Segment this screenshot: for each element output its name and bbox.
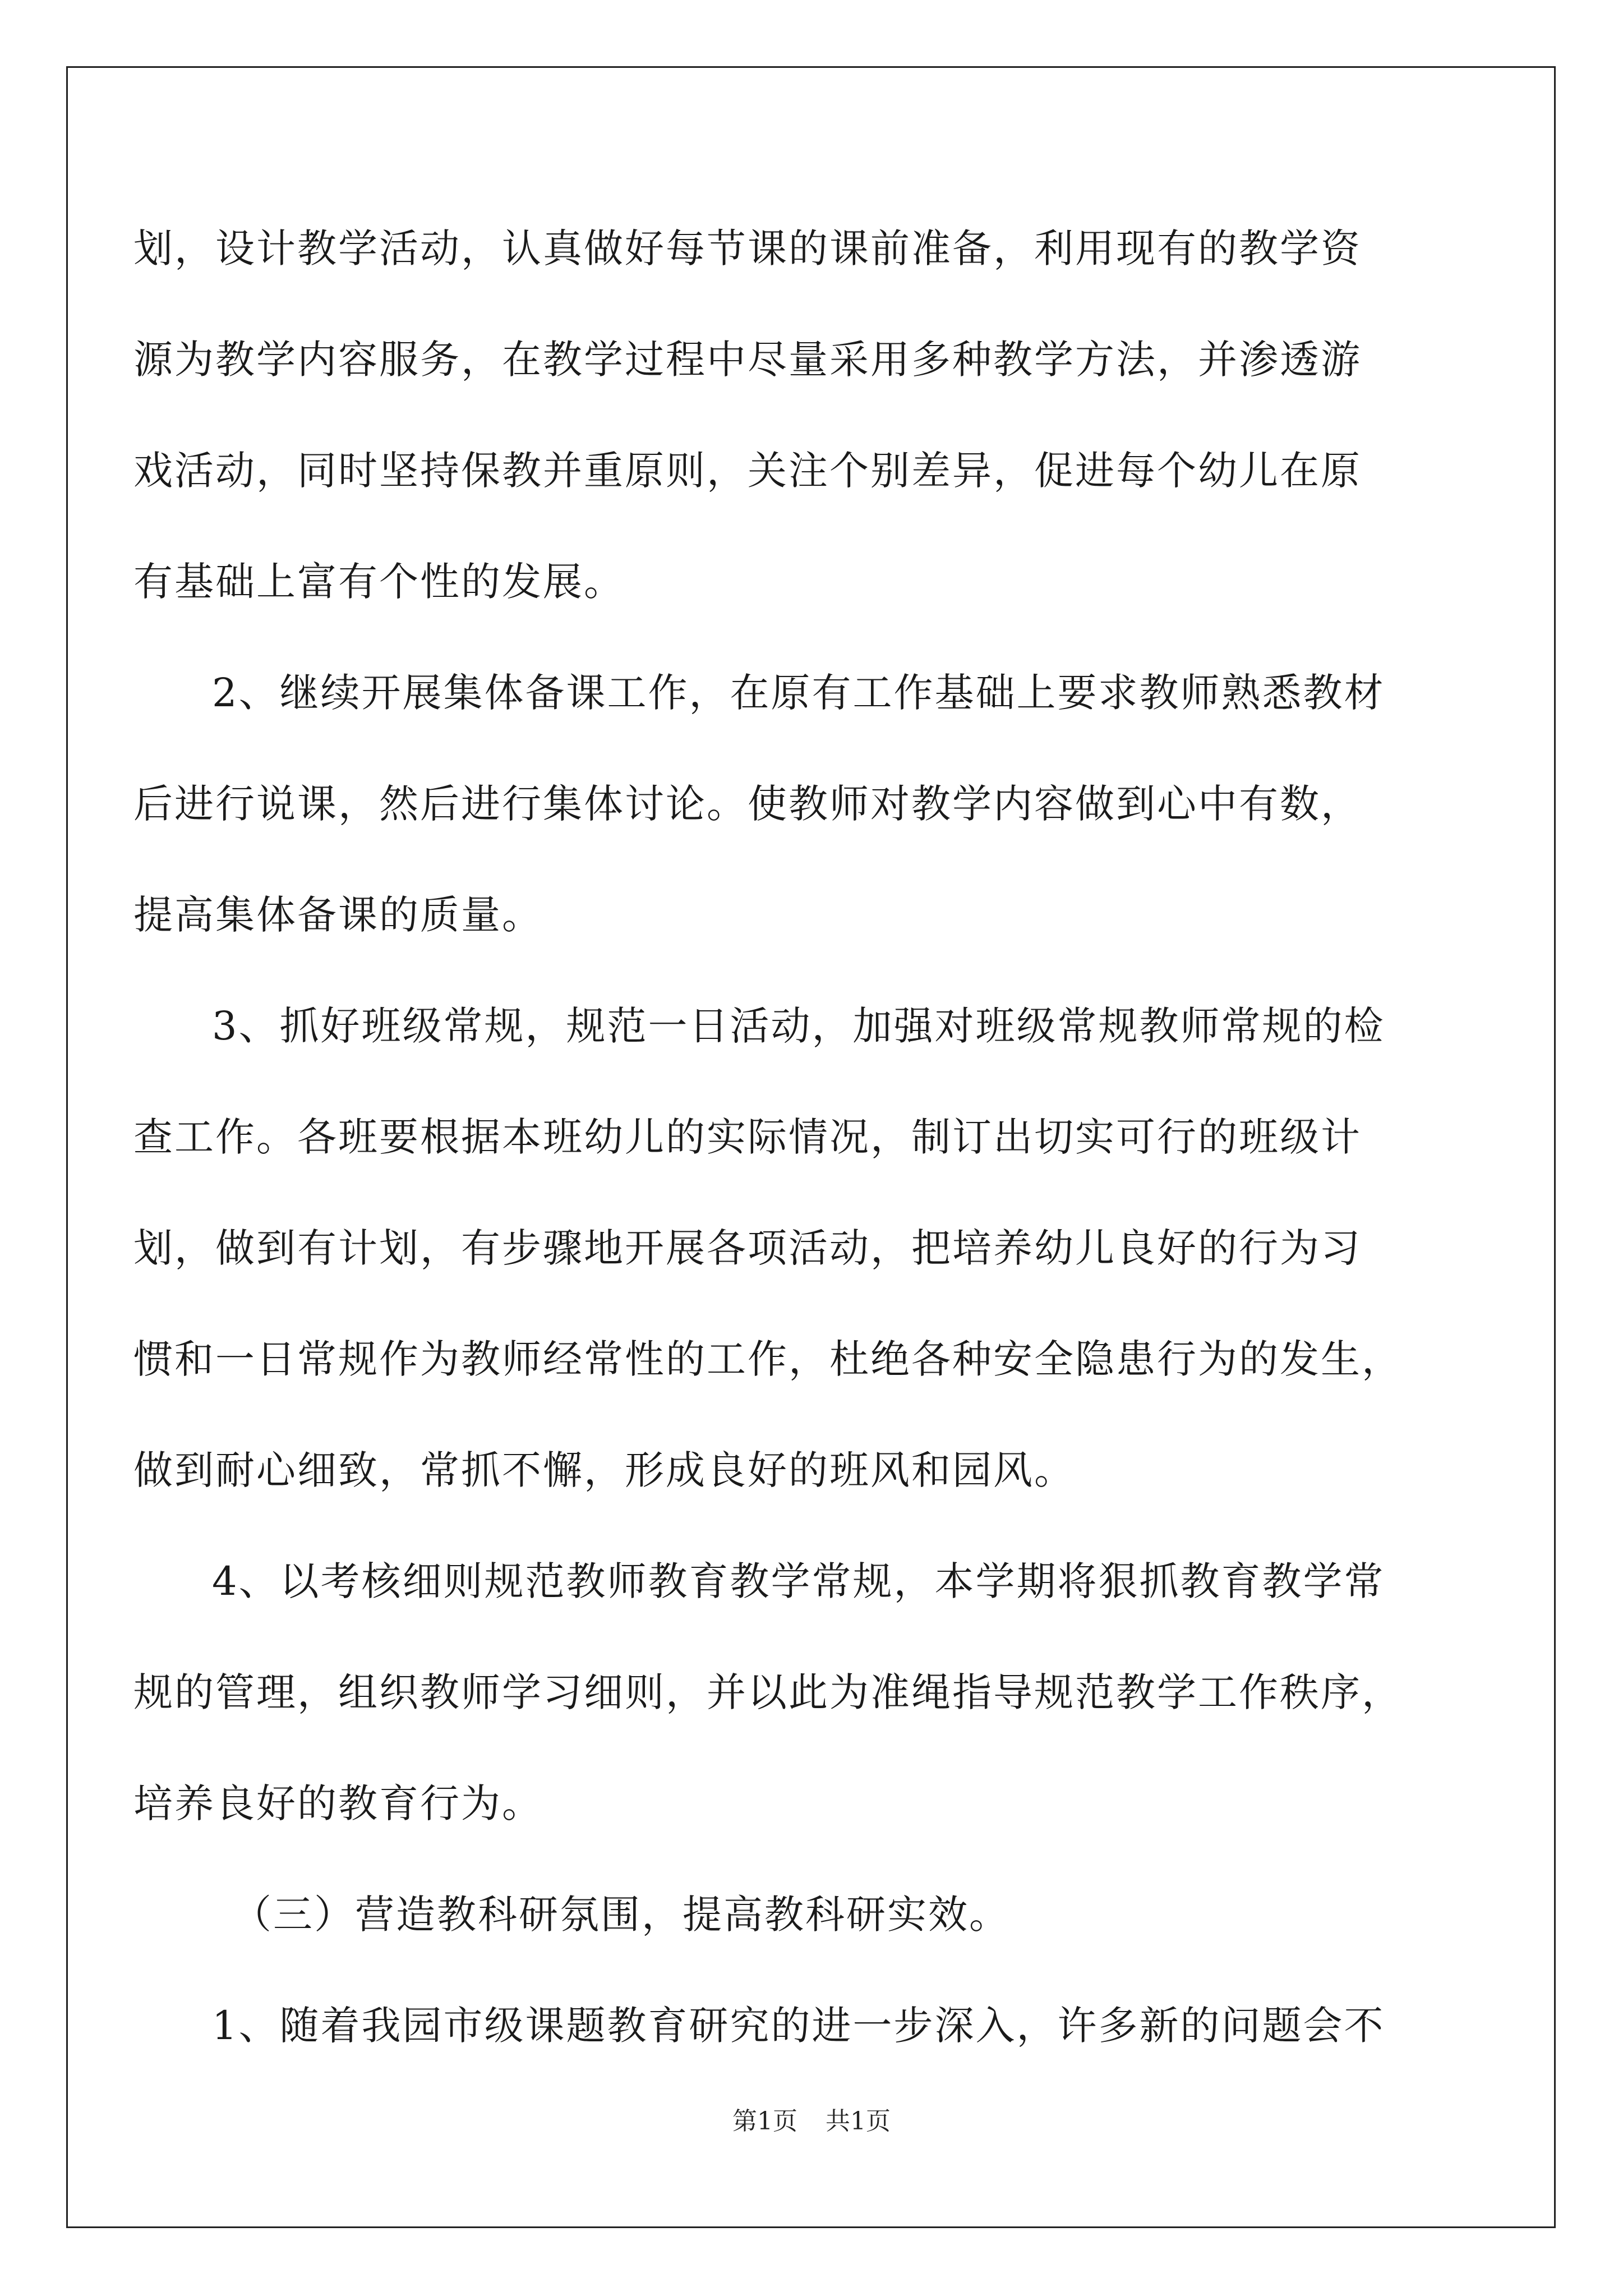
- text-line: 提高集体备课的质量。: [133, 892, 543, 938]
- text-line: 查工作。各班要根据本班幼儿的实际情况，制订出切实可行的班级计: [133, 1114, 1362, 1160]
- paragraph-first-line: 1、随着我园市级课题教育研究的进一步深入，许多新的问题会不: [212, 2003, 1385, 2049]
- paragraph-first-line: 2、继续开展集体备课工作，在原有工作基础上要求教师熟悉教材: [212, 670, 1385, 716]
- text-line: 做到耐心细致，常抓不懈，形成良好的班风和园风。: [133, 1447, 1075, 1493]
- section-heading: （三）营造教科研氛围，提高教科研实效。: [232, 1892, 1010, 1938]
- text-line: 惯和一日常规作为教师经常性的工作，杜绝各种安全隐患行为的发生，: [133, 1336, 1403, 1382]
- text-line: 划，做到有计划，有步骤地开展各项活动，把培养幼儿良好的行为习: [133, 1225, 1362, 1271]
- text-line: 戏活动，同时坚持保教并重原则，关注个别差异，促进每个幼儿在原: [133, 448, 1362, 494]
- page-number-current: 第1页: [732, 2107, 797, 2136]
- text-line: 后进行说课，然后进行集体讨论。使教师对教学内容做到心中有数，: [133, 781, 1362, 827]
- text-line: 有基础上富有个性的发展。: [133, 559, 625, 605]
- text-line: 源为教学内容服务，在教学过程中尽量采用多种教学方法，并渗透游: [133, 337, 1362, 383]
- page-number-total: 共1页: [826, 2107, 891, 2136]
- paragraph-first-line: 4、以考核细则规范教师教育教学常规，本学期将狠抓教育教学常: [212, 1558, 1385, 1604]
- page-footer: [0, 2105, 1623, 2138]
- paragraph-first-line: 3、抓好班级常规，规范一日活动，加强对班级常规教师常规的检: [212, 1003, 1385, 1049]
- text-line: 划，设计教学活动，认真做好每节课的课前准备，利用现有的教学资: [133, 226, 1362, 272]
- text-line: 培养良好的教育行为。: [133, 1780, 543, 1826]
- text-line: 规的管理，组织教师学习细则，并以此为准绳指导规范教学工作秩序，: [133, 1669, 1403, 1715]
